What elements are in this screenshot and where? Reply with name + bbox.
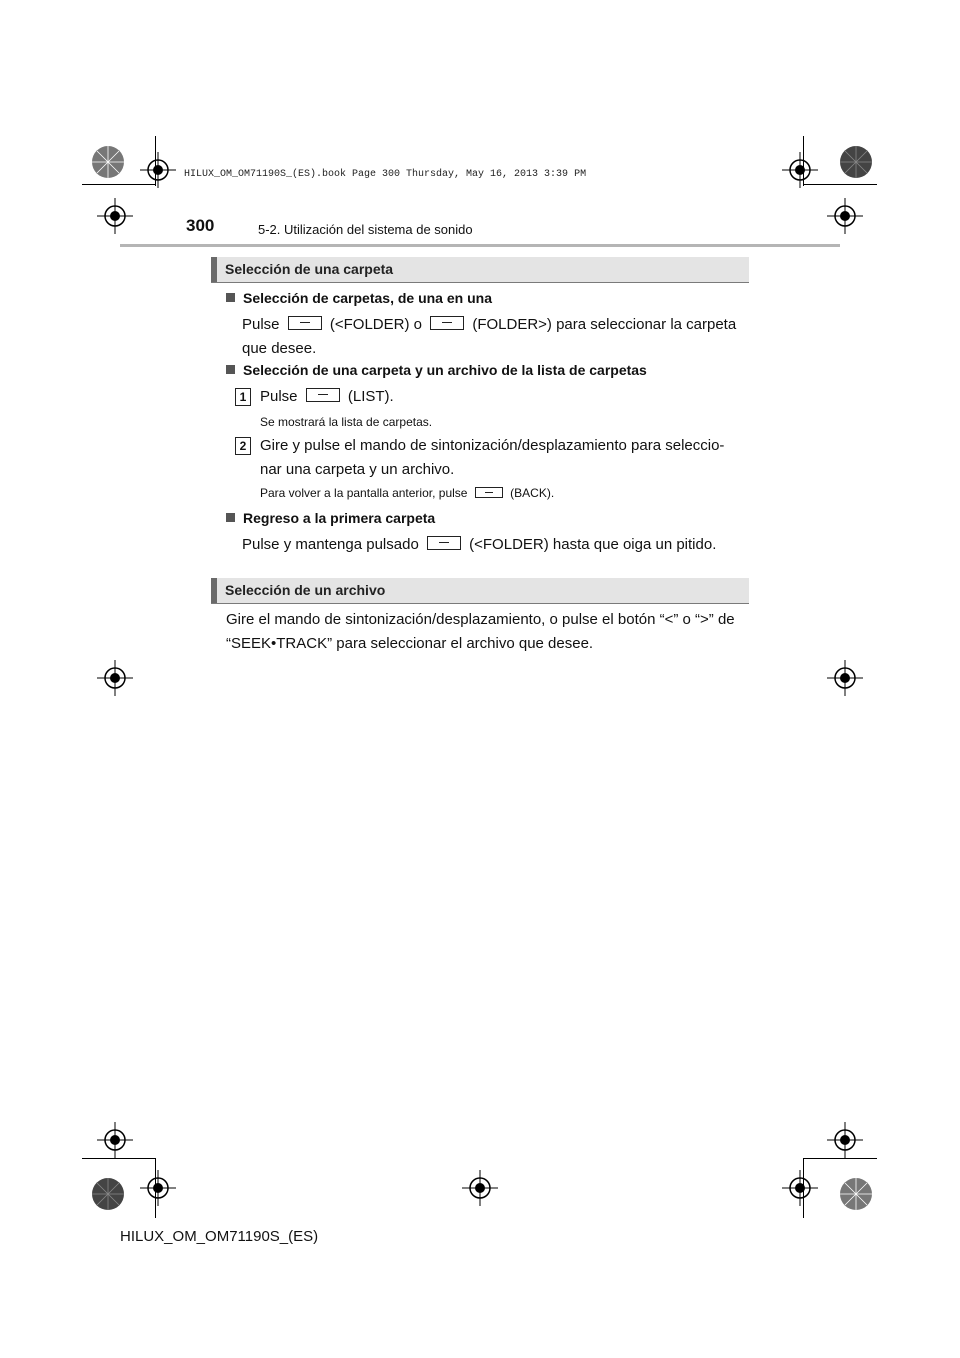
step-number: 1	[235, 388, 251, 406]
section-heading: Selección de una carpeta	[225, 261, 394, 277]
page-number: 300	[186, 216, 215, 235]
preset-button-icon	[306, 388, 340, 402]
section-tab	[211, 578, 217, 603]
square-bullet-icon	[226, 513, 235, 522]
starburst-target-icon	[90, 1176, 126, 1212]
header-rule	[120, 244, 840, 247]
subheading-folder-list: Selección de una carpeta y un archivo de la lista de carpetas	[226, 362, 647, 378]
registration-target-icon	[97, 660, 133, 696]
square-bullet-icon	[226, 293, 235, 302]
registration-target-icon	[827, 660, 863, 696]
paragraph: Pulse y mantenga pulsado (<FOLDER) hasta que oiga un pitido.	[242, 536, 717, 553]
registration-target-icon	[140, 1170, 176, 1206]
preset-button-icon	[475, 487, 503, 498]
registration-target-icon	[827, 1122, 863, 1158]
registration-target-icon	[782, 152, 818, 188]
registration-target-icon	[140, 152, 176, 188]
registration-target-icon	[97, 1122, 133, 1158]
registration-target-icon	[462, 1170, 498, 1206]
step-text: Pulse (LIST).	[260, 388, 394, 405]
starburst-target-icon	[838, 1176, 874, 1212]
subheading-folder-one-by-one: Selección de carpetas, de una en una	[226, 290, 492, 306]
section-tab	[211, 257, 217, 282]
registration-target-icon	[827, 198, 863, 234]
note: Se mostrará la lista de carpetas.	[260, 415, 433, 429]
book-stamp: HILUX_OM_OM71190S_(ES).book Page 300 Thursday, May 16, 2013 3:39 PM	[184, 169, 587, 180]
preset-button-icon	[430, 316, 464, 330]
section-title: 5-2. Utilización del sistema de sonido	[258, 222, 473, 237]
registration-target-icon	[782, 1170, 818, 1206]
square-bullet-icon	[226, 365, 235, 374]
starburst-target-icon	[838, 144, 874, 180]
footer-code: HILUX_OM_OM71190S_(ES)	[120, 1228, 319, 1245]
registration-target-icon	[97, 198, 133, 234]
section-header-file	[211, 578, 749, 604]
step-number: 2	[235, 437, 251, 455]
subheading-first-folder: Regreso a la primera carpeta	[226, 510, 435, 526]
section-heading: Selección de un archivo	[225, 582, 386, 598]
paragraph: Pulse (<FOLDER) o (FOLDER>) para seleccionar la carpeta que desee.	[242, 316, 737, 357]
preset-button-icon	[288, 316, 322, 330]
section-header-folder	[211, 257, 749, 283]
paragraph: Gire el mando de sintonización/desplazamiento, o pulse el botón “<” o “>” de “SEEK•TRACK” para seleccionar el archivo que desee.	[226, 611, 735, 652]
preset-button-icon	[427, 536, 461, 550]
note: Para volver a la pantalla anterior, pulse (BACK).	[260, 486, 555, 500]
step-text: Gire y pulse el mando de sintonización/desplazamiento para seleccio- nar una carpeta y un archivo.	[260, 437, 725, 478]
starburst-target-icon	[90, 144, 126, 180]
